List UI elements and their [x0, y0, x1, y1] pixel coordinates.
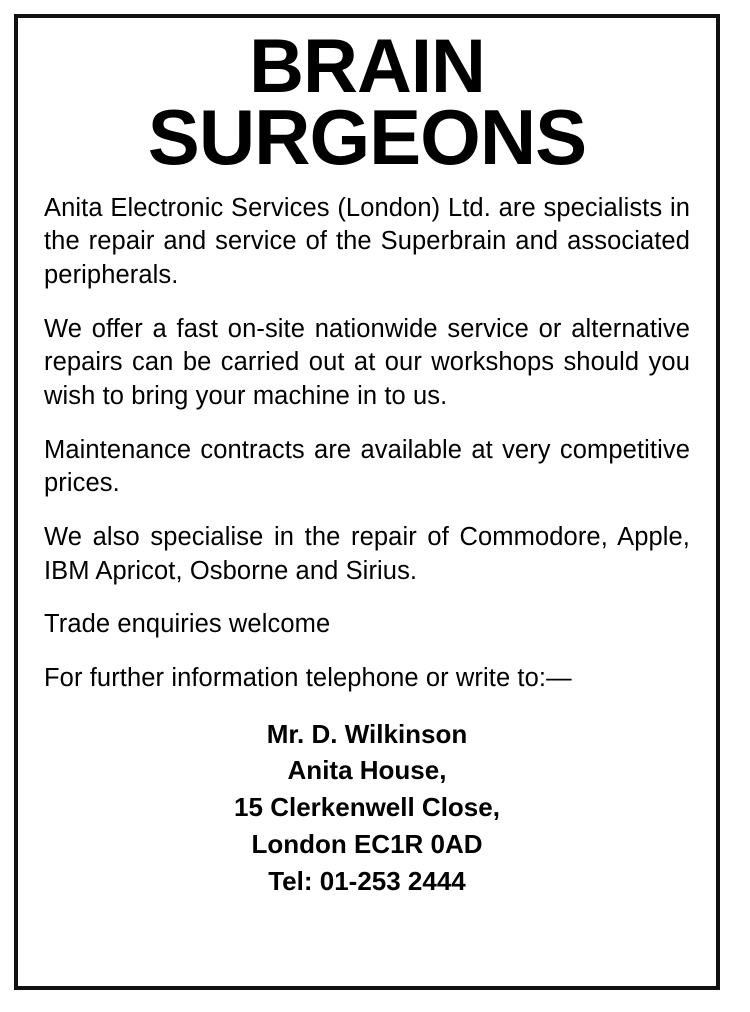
contact-block — [44, 716, 690, 901]
headline — [44, 24, 690, 181]
paragraph-contact-prompt: For further information telephone or write to:— — [44, 663, 572, 692]
contact-company: Anita House, — [287, 755, 447, 786]
paragraph-service: We offer a fast on-site nationwide service or alternative repairs can be carried out at our workshops should you wish to bring your machine in to us. — [44, 314, 690, 410]
advertisement-content — [18, 18, 716, 986]
contact-street: 15 Clerkenwell Close, — [234, 792, 500, 823]
contact-city: London EC1R 0AD — [251, 829, 483, 860]
paragraph-other-brands: We also specialise in the repair of Commodore, Apple, IBM Apricot, Osborne and Sirius. — [44, 522, 690, 585]
headline-line-1: BRAIN — [249, 24, 485, 109]
advertisement-panel — [14, 14, 720, 990]
contact-phone: Tel: 01-253 2444 — [268, 866, 466, 897]
headline-line-2: SURGEONS — [147, 92, 587, 181]
body-text — [44, 192, 690, 696]
contact-name: Mr. D. Wilkinson — [266, 718, 468, 749]
paragraph-maintenance: Maintenance contracts are available at very competitive prices. — [44, 435, 690, 498]
paragraph-intro: Anita Electronic Services (London) Ltd. are specialists in the repair and service of the Superbrain and associated peripherals. — [44, 193, 690, 289]
paragraph-trade-enquiries: Trade enquiries welcome — [44, 610, 331, 639]
